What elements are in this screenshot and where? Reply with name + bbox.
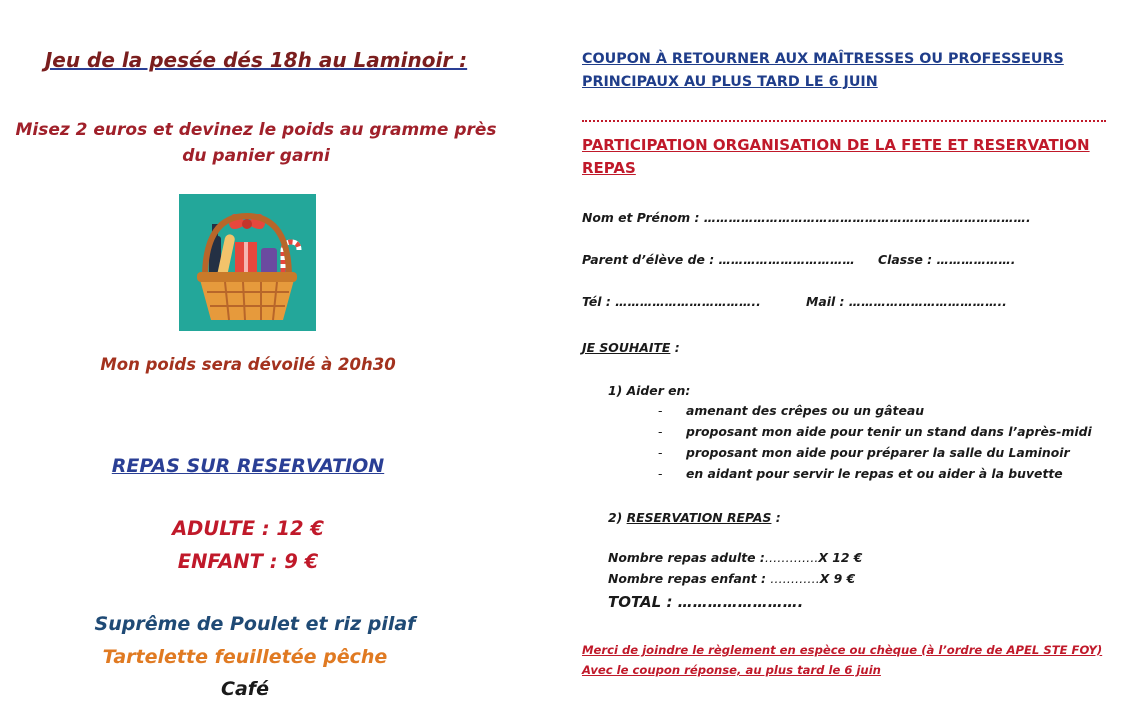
adult-meals-dots[interactable]: …………. bbox=[764, 550, 819, 565]
bet-instructions bbox=[0, 117, 512, 169]
mail-field[interactable]: Mail : ……………………………….. bbox=[806, 294, 1007, 309]
help-option-cakes[interactable]: - amenant des crêpes ou un gâteau bbox=[658, 403, 925, 418]
wish-heading-suffix: : bbox=[670, 340, 680, 355]
gift-basket-icon bbox=[179, 194, 316, 331]
gift-basket-illustration bbox=[179, 194, 316, 331]
menu-main-course: Suprême de Poulet et riz pilaf bbox=[94, 613, 416, 635]
help-section-label: 1) Aider en: bbox=[608, 383, 691, 398]
class-field[interactable]: Classe : ………………. bbox=[878, 252, 1016, 267]
payment-note bbox=[582, 640, 1146, 680]
coupon-title-line1: COUPON À RETOURNER AUX MAÎTRESSES OU PROFESSEURS bbox=[582, 51, 1064, 67]
reservation-number: 2) bbox=[608, 510, 627, 525]
menu-dessert: Tartelette feuilletée pêche bbox=[102, 646, 388, 668]
dotted-separator bbox=[582, 120, 1106, 122]
child-price: ENFANT : 9 € bbox=[177, 550, 319, 573]
name-field[interactable]: Nom et Prénom : ……………………………………………………………………. bbox=[582, 210, 1031, 225]
parent-of-field[interactable]: Parent d’élève de : …………………………… bbox=[582, 252, 855, 267]
payment-note-line2: Avec le coupon réponse, au plus tard le 6 juin bbox=[582, 663, 881, 677]
reservation-title: RESERVATION REPAS bbox=[626, 510, 772, 525]
child-meals-price: X 9 € bbox=[819, 571, 856, 586]
weight-reveal-text: Mon poids sera dévoilé à 20h30 bbox=[100, 355, 396, 374]
participation-title bbox=[582, 134, 1122, 180]
help-option-label: proposant mon aide pour tenir un stand dans l’après-midi bbox=[686, 424, 1092, 439]
game-title: Jeu de la pesée dés 18h au Laminoir : bbox=[44, 48, 468, 72]
coupon-title bbox=[582, 48, 1142, 94]
bet-text-line2: du panier garni bbox=[182, 146, 330, 166]
payment-note-line1: Merci de joindre le règlement en espèce ou chèque (à l’ordre de APEL STE FOY) bbox=[582, 643, 1103, 657]
help-option-room[interactable]: - proposant mon aide pour préparer la salle du Laminoir bbox=[658, 445, 1070, 460]
adult-meals-label: Nombre repas adulte : bbox=[608, 550, 765, 565]
meal-reservation-title: REPAS SUR RESERVATION bbox=[111, 455, 385, 477]
adult-meals-price: X 12 € bbox=[818, 550, 863, 565]
total-field[interactable]: TOTAL : ……………………. bbox=[608, 593, 804, 611]
adult-price: ADULTE : 12 € bbox=[172, 517, 324, 540]
phone-field[interactable]: Tél : …………………………….. bbox=[582, 294, 761, 309]
bet-text-line1: Misez 2 euros et devinez le poids au gramme près bbox=[15, 120, 497, 140]
child-meals-dots[interactable]: ………… bbox=[770, 571, 820, 586]
coupon-title-line2: PRINCIPAUX AU PLUS TARD LE 6 JUIN bbox=[582, 74, 878, 90]
wish-heading-label: JE SOUHAITE bbox=[582, 340, 671, 355]
adult-meals-row[interactable] bbox=[608, 550, 862, 565]
meal-reservation-heading bbox=[608, 510, 781, 525]
child-meals-label: Nombre repas enfant : bbox=[608, 571, 771, 586]
menu-coffee: Café bbox=[221, 678, 269, 700]
wish-heading bbox=[582, 340, 680, 355]
help-option-label: amenant des crêpes ou un gâteau bbox=[686, 403, 925, 418]
help-option-serve[interactable]: - en aidant pour servir le repas et ou aider à la buvette bbox=[658, 466, 1063, 481]
help-option-label: proposant mon aide pour préparer la salle du Laminoir bbox=[686, 445, 1070, 460]
help-option-label: en aidant pour servir le repas et ou aider à la buvette bbox=[686, 466, 1063, 481]
participation-title-line1: PARTICIPATION ORGANISATION DE LA FETE ET RESERVATION bbox=[582, 136, 1090, 154]
reservation-suffix: : bbox=[771, 510, 781, 525]
help-option-stand[interactable]: - proposant mon aide pour tenir un stand dans l’après-midi bbox=[658, 424, 1092, 439]
child-meals-row[interactable] bbox=[608, 571, 855, 586]
participation-title-line2: REPAS bbox=[582, 159, 636, 177]
